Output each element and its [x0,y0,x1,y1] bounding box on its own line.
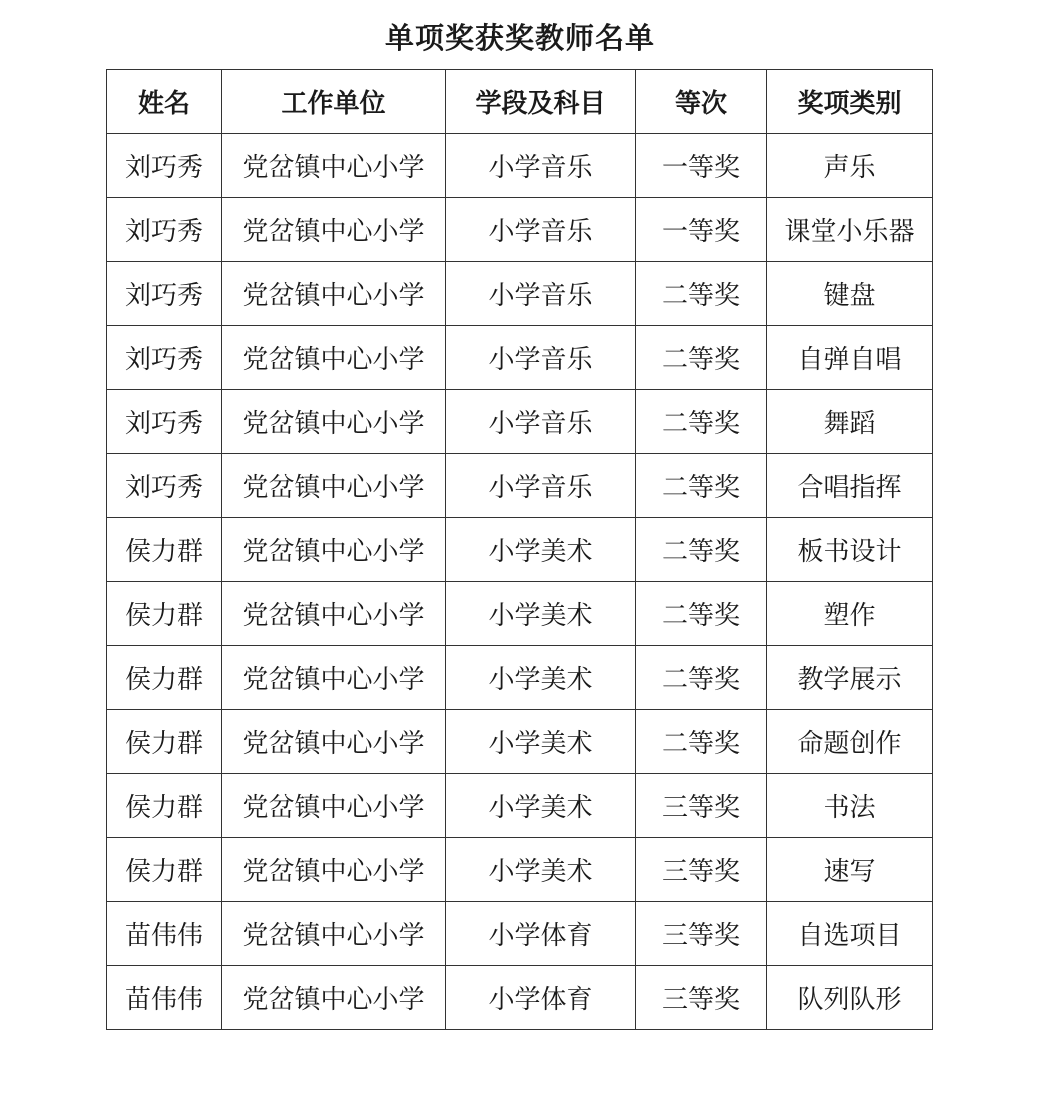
column-header-award-category: 奖项类别 [767,70,933,134]
cell-award-category: 教学展示 [767,646,933,710]
cell-work-unit: 党岔镇中心小学 [222,710,446,774]
table-row [107,582,933,646]
cell-award-category: 命题创作 [767,710,933,774]
cell-work-unit: 党岔镇中心小学 [222,454,446,518]
column-header-name: 姓名 [107,70,222,134]
cell-award-category: 速写 [767,838,933,902]
cell-name: 刘巧秀 [107,454,222,518]
cell-work-unit: 党岔镇中心小学 [222,134,446,198]
cell-work-unit: 党岔镇中心小学 [222,198,446,262]
cell-name: 侯力群 [107,774,222,838]
cell-grade: 三等奖 [636,966,767,1030]
cell-grade: 二等奖 [636,518,767,582]
cell-award-category: 舞蹈 [767,390,933,454]
cell-work-unit: 党岔镇中心小学 [222,646,446,710]
table-row [107,262,933,326]
cell-name: 刘巧秀 [107,326,222,390]
cell-grade: 二等奖 [636,454,767,518]
column-header-work-unit: 工作单位 [222,70,446,134]
table-row [107,838,933,902]
cell-award-category: 塑作 [767,582,933,646]
cell-subject: 小学体育 [446,902,636,966]
table-row [107,774,933,838]
table-row [107,710,933,774]
cell-work-unit: 党岔镇中心小学 [222,838,446,902]
cell-grade: 一等奖 [636,134,767,198]
cell-name: 侯力群 [107,582,222,646]
cell-grade: 二等奖 [636,262,767,326]
cell-subject: 小学音乐 [446,326,636,390]
table-row [107,454,933,518]
cell-grade: 三等奖 [636,774,767,838]
cell-name: 侯力群 [107,646,222,710]
cell-subject: 小学美术 [446,710,636,774]
column-header-subject: 学段及科目 [446,70,636,134]
cell-grade: 二等奖 [636,582,767,646]
cell-name: 刘巧秀 [107,134,222,198]
cell-name: 侯力群 [107,838,222,902]
cell-award-category: 声乐 [767,134,933,198]
table-row [107,518,933,582]
cell-work-unit: 党岔镇中心小学 [222,262,446,326]
award-winners-table [106,69,933,1030]
table-row [107,326,933,390]
cell-subject: 小学音乐 [446,262,636,326]
table-body [107,134,933,1030]
cell-grade: 三等奖 [636,838,767,902]
cell-grade: 二等奖 [636,646,767,710]
table-header-row [107,70,933,134]
cell-work-unit: 党岔镇中心小学 [222,966,446,1030]
cell-subject: 小学体育 [446,966,636,1030]
cell-award-category: 键盘 [767,262,933,326]
cell-subject: 小学音乐 [446,454,636,518]
table-row [107,646,933,710]
table-row [107,390,933,454]
cell-name: 苗伟伟 [107,902,222,966]
cell-award-category: 书法 [767,774,933,838]
table-row [107,134,933,198]
cell-grade: 二等奖 [636,710,767,774]
cell-name: 刘巧秀 [107,198,222,262]
cell-grade: 三等奖 [636,902,767,966]
cell-work-unit: 党岔镇中心小学 [222,390,446,454]
table-row [107,966,933,1030]
table-row [107,198,933,262]
document-title: 单项奖获奖教师名单 [384,21,655,55]
cell-name: 刘巧秀 [107,262,222,326]
cell-grade: 一等奖 [636,198,767,262]
cell-name: 苗伟伟 [107,966,222,1030]
cell-award-category: 自选项目 [767,902,933,966]
cell-subject: 小学美术 [446,774,636,838]
cell-work-unit: 党岔镇中心小学 [222,902,446,966]
cell-subject: 小学音乐 [446,390,636,454]
cell-work-unit: 党岔镇中心小学 [222,582,446,646]
cell-work-unit: 党岔镇中心小学 [222,326,446,390]
cell-work-unit: 党岔镇中心小学 [222,774,446,838]
table-row [107,902,933,966]
cell-award-category: 课堂小乐器 [767,198,933,262]
cell-grade: 二等奖 [636,390,767,454]
column-header-grade: 等次 [636,70,767,134]
cell-award-category: 板书设计 [767,518,933,582]
cell-name: 刘巧秀 [107,390,222,454]
cell-subject: 小学音乐 [446,134,636,198]
cell-subject: 小学美术 [446,838,636,902]
cell-name: 侯力群 [107,518,222,582]
cell-work-unit: 党岔镇中心小学 [222,518,446,582]
cell-subject: 小学音乐 [446,198,636,262]
cell-award-category: 队列队形 [767,966,933,1030]
cell-award-category: 自弹自唱 [767,326,933,390]
cell-subject: 小学美术 [446,646,636,710]
cell-subject: 小学美术 [446,582,636,646]
cell-name: 侯力群 [107,710,222,774]
cell-award-category: 合唱指挥 [767,454,933,518]
cell-grade: 二等奖 [636,326,767,390]
cell-subject: 小学美术 [446,518,636,582]
